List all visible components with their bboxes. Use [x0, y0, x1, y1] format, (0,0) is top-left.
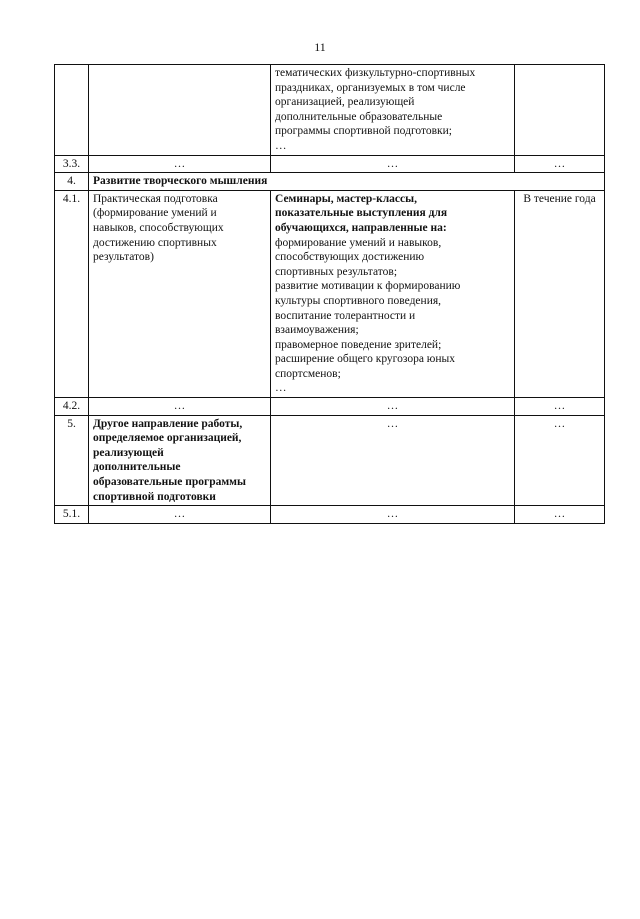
text-line: спортивной подготовки — [93, 490, 216, 503]
text-line: тематических физкультурно-спортивных — [275, 67, 476, 79]
table-row-4 — [55, 173, 605, 191]
cell-number: 4.1. — [55, 190, 89, 397]
cell-content — [89, 415, 271, 506]
text-line: дополнительные образовательные — [275, 110, 443, 123]
table-row-4-2 — [55, 398, 605, 416]
cell-description — [271, 190, 515, 397]
text-line: образовательные программы — [93, 476, 246, 489]
text-line: определяемое организацией, — [93, 432, 242, 445]
cell-content — [89, 65, 271, 156]
text-line: дополнительные — [93, 461, 181, 474]
text-line: реализующей — [93, 446, 164, 459]
text-line: воспитание толерантности и — [275, 309, 416, 322]
page-number: 11 — [314, 40, 326, 54]
bold-text-line: обучающихся, направленные на: — [275, 221, 447, 234]
cell-content: … — [89, 506, 271, 524]
bold-text-line: Семинары, мастер-классы, — [275, 192, 417, 205]
cell-number: 5.1. — [55, 506, 89, 524]
cell-number: 5. — [55, 415, 89, 506]
cell-number: 4. — [55, 173, 89, 191]
table-row-5 — [55, 415, 605, 506]
text-line: развитие мотивации к формированию — [275, 280, 461, 293]
cell-number: 4.2. — [55, 398, 89, 416]
cell-content — [89, 190, 271, 397]
cell-content: … — [89, 155, 271, 173]
text-line: праздниках, организуемых в том числе — [275, 81, 466, 94]
text-line: навыков, способствующих — [93, 221, 224, 234]
table-row-5-1 — [55, 506, 605, 524]
activity-plan-table — [54, 64, 605, 524]
text-line: … — [275, 139, 287, 152]
text-line: результатов) — [93, 251, 154, 264]
text-line: спортсменов; — [275, 367, 341, 380]
cell-number: 3.3. — [55, 155, 89, 173]
cell-timing: … — [515, 398, 605, 416]
cell-timing: … — [515, 506, 605, 524]
cell-description: … — [271, 398, 515, 416]
cell-description: … — [271, 415, 515, 506]
text-line: достижению спортивных — [93, 236, 217, 249]
cell-description — [271, 65, 515, 156]
text-line: организацией, реализующей — [275, 96, 415, 109]
section-title: Развитие творческого мышления — [89, 173, 605, 191]
text-line: … — [275, 382, 287, 395]
cell-timing: … — [515, 155, 605, 173]
cell-content: … — [89, 398, 271, 416]
text-line: формирование умений и навыков, — [275, 236, 442, 249]
bold-text-line: показательные выступления для — [275, 207, 448, 220]
text-line: (формирование умений и — [93, 207, 217, 220]
cell-timing — [515, 65, 605, 156]
text-line: спортивных результатов; — [275, 265, 398, 278]
text-line: культуры спортивного поведения, — [275, 294, 442, 307]
cell-timing: В течение года — [515, 190, 605, 397]
text-line: расширение общего кругозора юных — [275, 353, 456, 366]
table-row-3-3 — [55, 155, 605, 173]
cell-number — [55, 65, 89, 156]
table-row-4-1 — [55, 190, 605, 397]
text-line: Другое направление работы, — [93, 417, 243, 430]
cell-description: … — [271, 155, 515, 173]
cell-description: … — [271, 506, 515, 524]
text-line: Практическая подготовка — [93, 192, 218, 205]
text-line: взаимоуважения; — [275, 324, 359, 337]
text-line: программы спортивной подготовки; — [275, 125, 452, 138]
cell-timing: … — [515, 415, 605, 506]
table-row-continuation — [55, 65, 605, 156]
text-line: способствующих достижению — [275, 251, 425, 264]
text-line: правомерное поведение зрителей; — [275, 338, 442, 351]
